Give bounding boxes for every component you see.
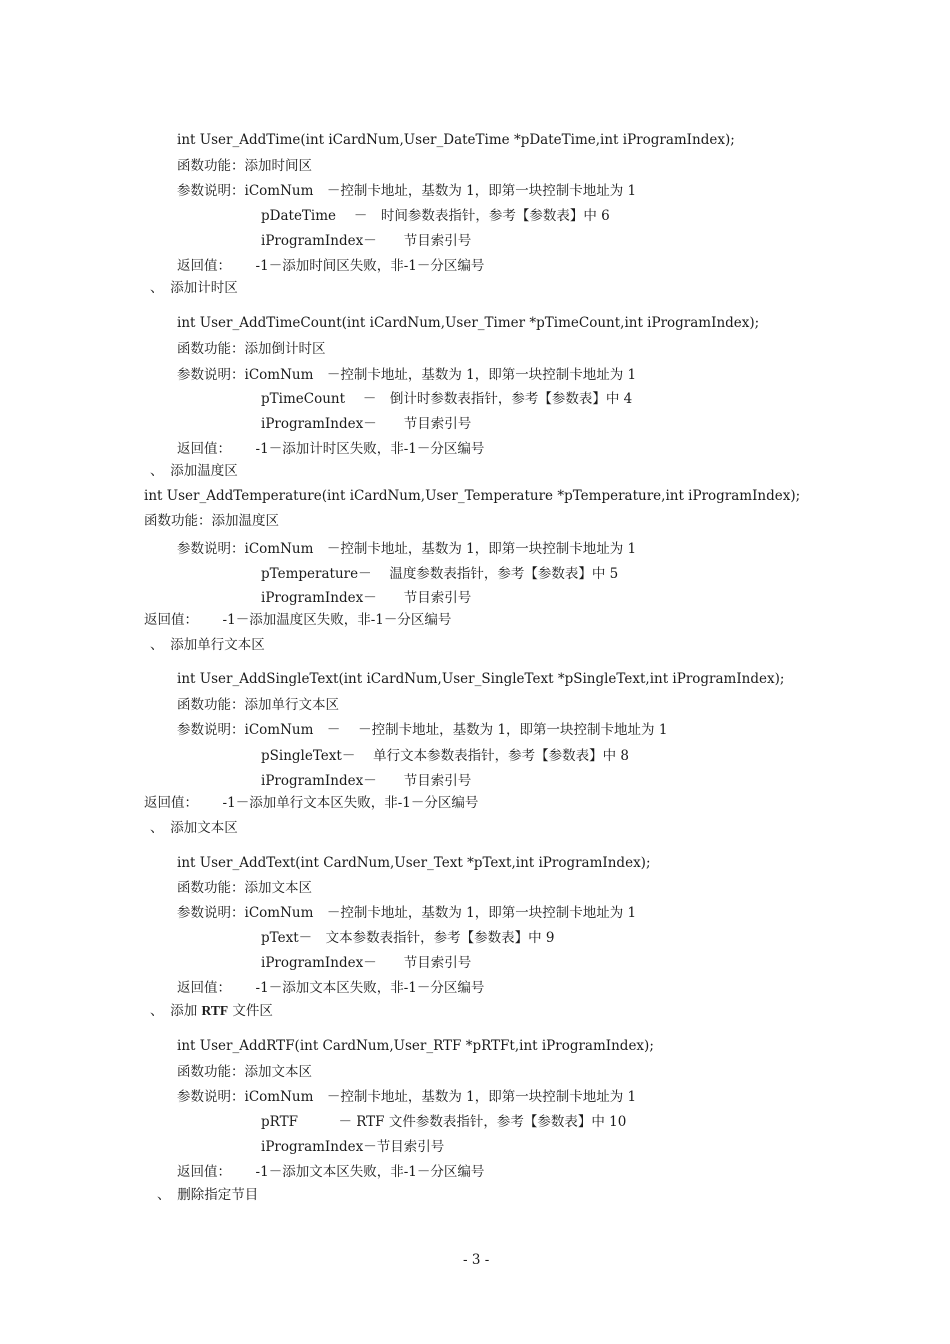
param-line: 参数说明：iComNum － －控制卡地址，基数为 1，即第一块控制卡地址为 1 [177,722,668,738]
return-value: 返回值： -1－添加文本区失败，非-1－分区编号 [177,1164,485,1180]
function-description: 函数功能：添加温度区 [144,513,279,529]
section-heading-bold-term: RTF [201,1003,229,1018]
function-signature: int User_AddSingleText(int iCardNum,User_SingleText *pSingleText,int iProgramIndex); [177,671,785,687]
function-description: 函数功能：添加倒计时区 [177,341,326,357]
param-line: pTimeCount － 倒计时参数表指针，参考【参数表】中 4 [261,391,633,407]
function-signature: int User_AddRTF(int CardNum,User_RTF *pRTFt,int iProgramIndex); [177,1038,654,1054]
section-heading: 、 添加单行文本区 [150,637,265,653]
param-line: pText－ 文本参数表指针，参考【参数表】中 9 [261,930,555,946]
section-heading: 、 添加文本区 [150,820,238,836]
function-signature: int User_AddTime(int iCardNum,User_DateTime *pDateTime,int iProgramIndex); [177,132,735,148]
return-value: 返回值： -1－添加温度区失败，非-1－分区编号 [144,612,452,628]
section-heading: 、 删除指定节目 [157,1187,259,1203]
param-line: iProgramIndex－ 节目索引号 [261,416,472,432]
return-value: 返回值： -1－添加单行文本区失败，非-1－分区编号 [144,795,479,811]
function-signature: int User_AddText(int CardNum,User_Text *pText,int iProgramIndex); [177,855,651,871]
section-heading [150,1002,273,1020]
param-line: pRTF － RTF 文件参数表指针，参考【参数表】中 10 [261,1114,627,1130]
return-value: 返回值： -1－添加时间区失败，非-1－分区编号 [177,258,485,274]
section-heading-prefix: 、 添加 [150,1003,202,1019]
function-description: 函数功能：添加文本区 [177,1064,312,1080]
function-description: 函数功能：添加单行文本区 [177,697,339,713]
param-line: 参数说明：iComNum －控制卡地址，基数为 1，即第一块控制卡地址为 1 [177,905,637,921]
param-line: iProgramIndex－ 节目索引号 [261,773,472,789]
return-value: 返回值： -1－添加文本区失败，非-1－分区编号 [177,980,485,996]
param-line: pTemperature－ 温度参数表指针，参考【参数表】中 5 [261,566,619,582]
page-number: - 3 - [463,1252,490,1268]
param-line: iProgramIndex－ 节目索引号 [261,590,472,606]
param-line: iProgramIndex－ 节目索引号 [261,233,472,249]
param-line: 参数说明：iComNum －控制卡地址，基数为 1，即第一块控制卡地址为 1 [177,183,637,199]
function-description: 函数功能：添加时间区 [177,158,312,174]
section-heading-suffix: 文件区 [228,1003,273,1019]
section-heading: 、 添加温度区 [150,463,238,479]
section-heading: 、 添加计时区 [150,280,238,296]
param-line: iProgramIndex－节目索引号 [261,1139,445,1155]
param-line: 参数说明：iComNum －控制卡地址，基数为 1，即第一块控制卡地址为 1 [177,541,637,557]
function-description: 函数功能：添加文本区 [177,880,312,896]
param-line: pSingleText－ 单行文本参数表指针，参考【参数表】中 8 [261,748,630,764]
function-signature: int User_AddTemperature(int iCardNum,User_Temperature *pTemperature,int iProgramIndex); [144,488,801,504]
function-signature: int User_AddTimeCount(int iCardNum,User_Timer *pTimeCount,int iProgramIndex); [177,315,760,331]
param-line: 参数说明：iComNum －控制卡地址，基数为 1，即第一块控制卡地址为 1 [177,1089,637,1105]
param-line: pDateTime － 时间参数表指针，参考【参数表】中 6 [261,208,610,224]
return-value: 返回值： -1－添加计时区失败，非-1－分区编号 [177,441,485,457]
param-line: 参数说明：iComNum －控制卡地址，基数为 1，即第一块控制卡地址为 1 [177,367,637,383]
param-line: iProgramIndex－ 节目索引号 [261,955,472,971]
